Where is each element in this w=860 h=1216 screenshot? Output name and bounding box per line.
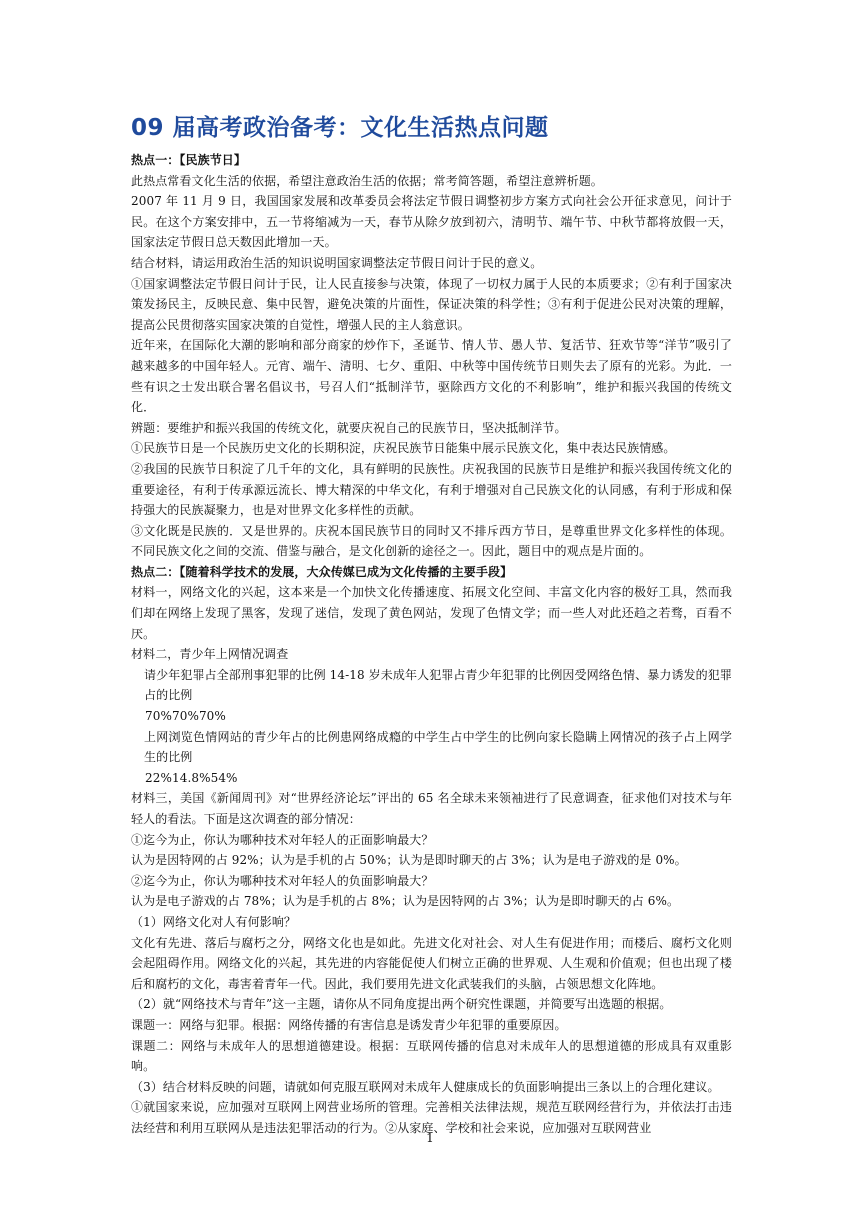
paragraph: ①民族节日是一个民族历史文化的长期积淀，庆祝民族节日能集中展示民族文化，集中表达民族情感。 [131,441,676,456]
paragraph: 结合材料，请运用政治生活的知识说明国家调整法定节假日问计于民的意义。 [131,255,543,270]
paragraph: （2）就“网络技术与青年”这一主题，请你从不同角度提出两个研究性课题，并简要写出选题的根据。 [131,997,672,1012]
paragraph-list [131,150,732,1139]
paragraph: 材料二，青少年上网情况调查 [131,647,289,662]
paragraph: 70%70%70% [145,709,226,724]
paragraph: 2007 年 11 月 9 日，我国国家发展和改革委员会将法定节假日调整初步方案方式向社会公开征求意见，问计于民。在这个方案安排中，五一节将缩减为一天，春节从除夕放到初六，清明节、端午节、中秋节都将放假一天，国家法定节假日总天数因此增加一天。 [131,194,732,250]
paragraph: 认为是因特网的占 92%；认为是手机的占 50%；认为是即时聊天的占 3%；认为是电子游戏的是 0%。 [131,853,687,868]
paragraph: 近年来，在国际化大潮的影响和部分商家的炒作下，圣诞节、情人节、愚人节、复活节、狂欢节等“洋节”吸引了越来越多的中国年轻人。元宵、端午、清明、七夕、重阳、中秋等中国传统节日则失去了原有的光彩。为此．一些有识之士发出联合署名倡议书，号召人们“抵制洋节，驱除西方文化的不利影响”，维护和振兴我国的传统文化． [131,338,732,415]
document-title: 09 届高考政治备考：文化生活热点问题 [131,115,549,141]
paragraph: 上网浏览色情网站的青少年占的比例患网络成瘾的中学生占中学生的比例向家长隐瞒上网情况的孩子占上网学生的比例 [144,729,732,765]
paragraph: 课题二：网络与未成年人的思想道德建设。根据：互联网传播的信息对未成年人的思想道德的形成具有双重影响。 [131,1038,732,1074]
paragraph: （1）网络文化对人有何影响？ [131,914,297,929]
paragraph: 课题一：网络与犯罪。根据：网络传播的有害信息是诱发青少年犯罪的重要原因。 [131,1017,567,1032]
paragraph: 22%14.8%54% [145,770,238,785]
paragraph: 认为是电子游戏的占 78%；认为是手机的占 8%；认为是因特网的占 3%；认为是即时聊天的占 6%。 [131,894,680,909]
paragraph: 材料一，网络文化的兴起，这本来是一个加快文化传播速度、拓展文化空间、丰富文化内容的极好工具，然而我们却在网络上发现了黑客，发现了迷信，发现了黄色网站，发现了色情文学；而一些人对此还趋之若骛，百看不厌。 [131,585,732,641]
paragraph: （3）结合材料反映的问题，请就如何克服互联网对未成年人健康成长的负面影响提出三条以上的合理化建议。 [131,1079,720,1094]
paragraph: 辨题：要维护和振兴我国的传统文化，就要庆祝自己的民族节日，坚决抵制洋节。 [131,420,567,435]
section-heading: 热点二：【随着科学技术的发展，大众传媒已成为文化传播的主要手段】 [131,564,513,579]
paragraph: 请少年犯罪占全部刑事犯罪的比例 14-18 岁未成年人犯罪占青少年犯罪的比例因受网络色情、暴力诱发的犯罪占的比例 [144,667,732,703]
paragraph: ①迄今为止，你认为哪种技术对年轻人的正面影响最大？ [131,832,434,847]
section-heading: 热点一：【民族节日】 [131,153,247,167]
paragraph: 文化有先进、落后与腐朽之分，网络文化也是如此。先进文化对社会、对人生有促进作用；而楼后、腐朽文化则会起阻碍作用。网络文化的兴起，其先进的内容能促使人们树立正确的世界观、人生观和价值观；但也出现了楼后和腐朽的文化，毒害着青年一代。因此，我们要用先进文化武装我们的头脑，占领思想文化阵地。 [131,935,732,991]
paragraph: ③文化既是民族的．又是世界的。庆祝本国民族节日的同时又不排斥西方节日，是尊重世界文化多样性的体现。不同民族文化之间的交流、借鉴与融合，是文化创新的途径之一。因此，题目中的观点是片面的。 [131,523,732,559]
page-number: 1 [426,1131,434,1145]
paragraph: 材料三，美国《新闻周刊》对“世界经济论坛”评出的 65 名全球未来领袖进行了民意调查，征求他们对技术与年轻人的看法。下面是这次调查的部分情况： [131,791,732,826]
paragraph: ②我国的民族节日积淀了几千年的文化，具有鲜明的民族性。庆祝我国的民族节日是维护和振兴我国传统文化的重要途径，有利于传承源远流长、博大精深的中华文化，有利于增强对自己民族文化的认同感，有利于形成和保持强大的民族凝聚力，也是对世界文化多样性的贡献。 [131,461,732,518]
paragraph: ②迄今为止，你认为哪种技术对年轻人的负面影响最大？ [131,873,434,888]
paragraph: 此热点常看文化生活的依据，希望注意政治生活的依据；常考简答题，希望注意辨析题。 [131,173,603,188]
document-body [131,112,732,1139]
paragraph: ①就国家来说，应加强对互联网上网营业场所的管理。完善相关法律法规，规范互联网经营行为，并依法打击违法经营和利用互联网从是违法犯罪活动的行为。②从家庭、学校和社会来说，应加强对互联网营业 [131,1100,732,1135]
paragraph: ①国家调整法定节假日问计于民，让人民直接参与决策，体现了一切权力属于人民的本质要求；②有利于国家决策发扬民主，反映民意、集中民智，避免决策的片面性，保证决策的科学性；③有利于促进公民对决策的理解，提高公民贯彻落实国家决策的自觉性，增强人民的主人翁意识。 [131,276,732,332]
